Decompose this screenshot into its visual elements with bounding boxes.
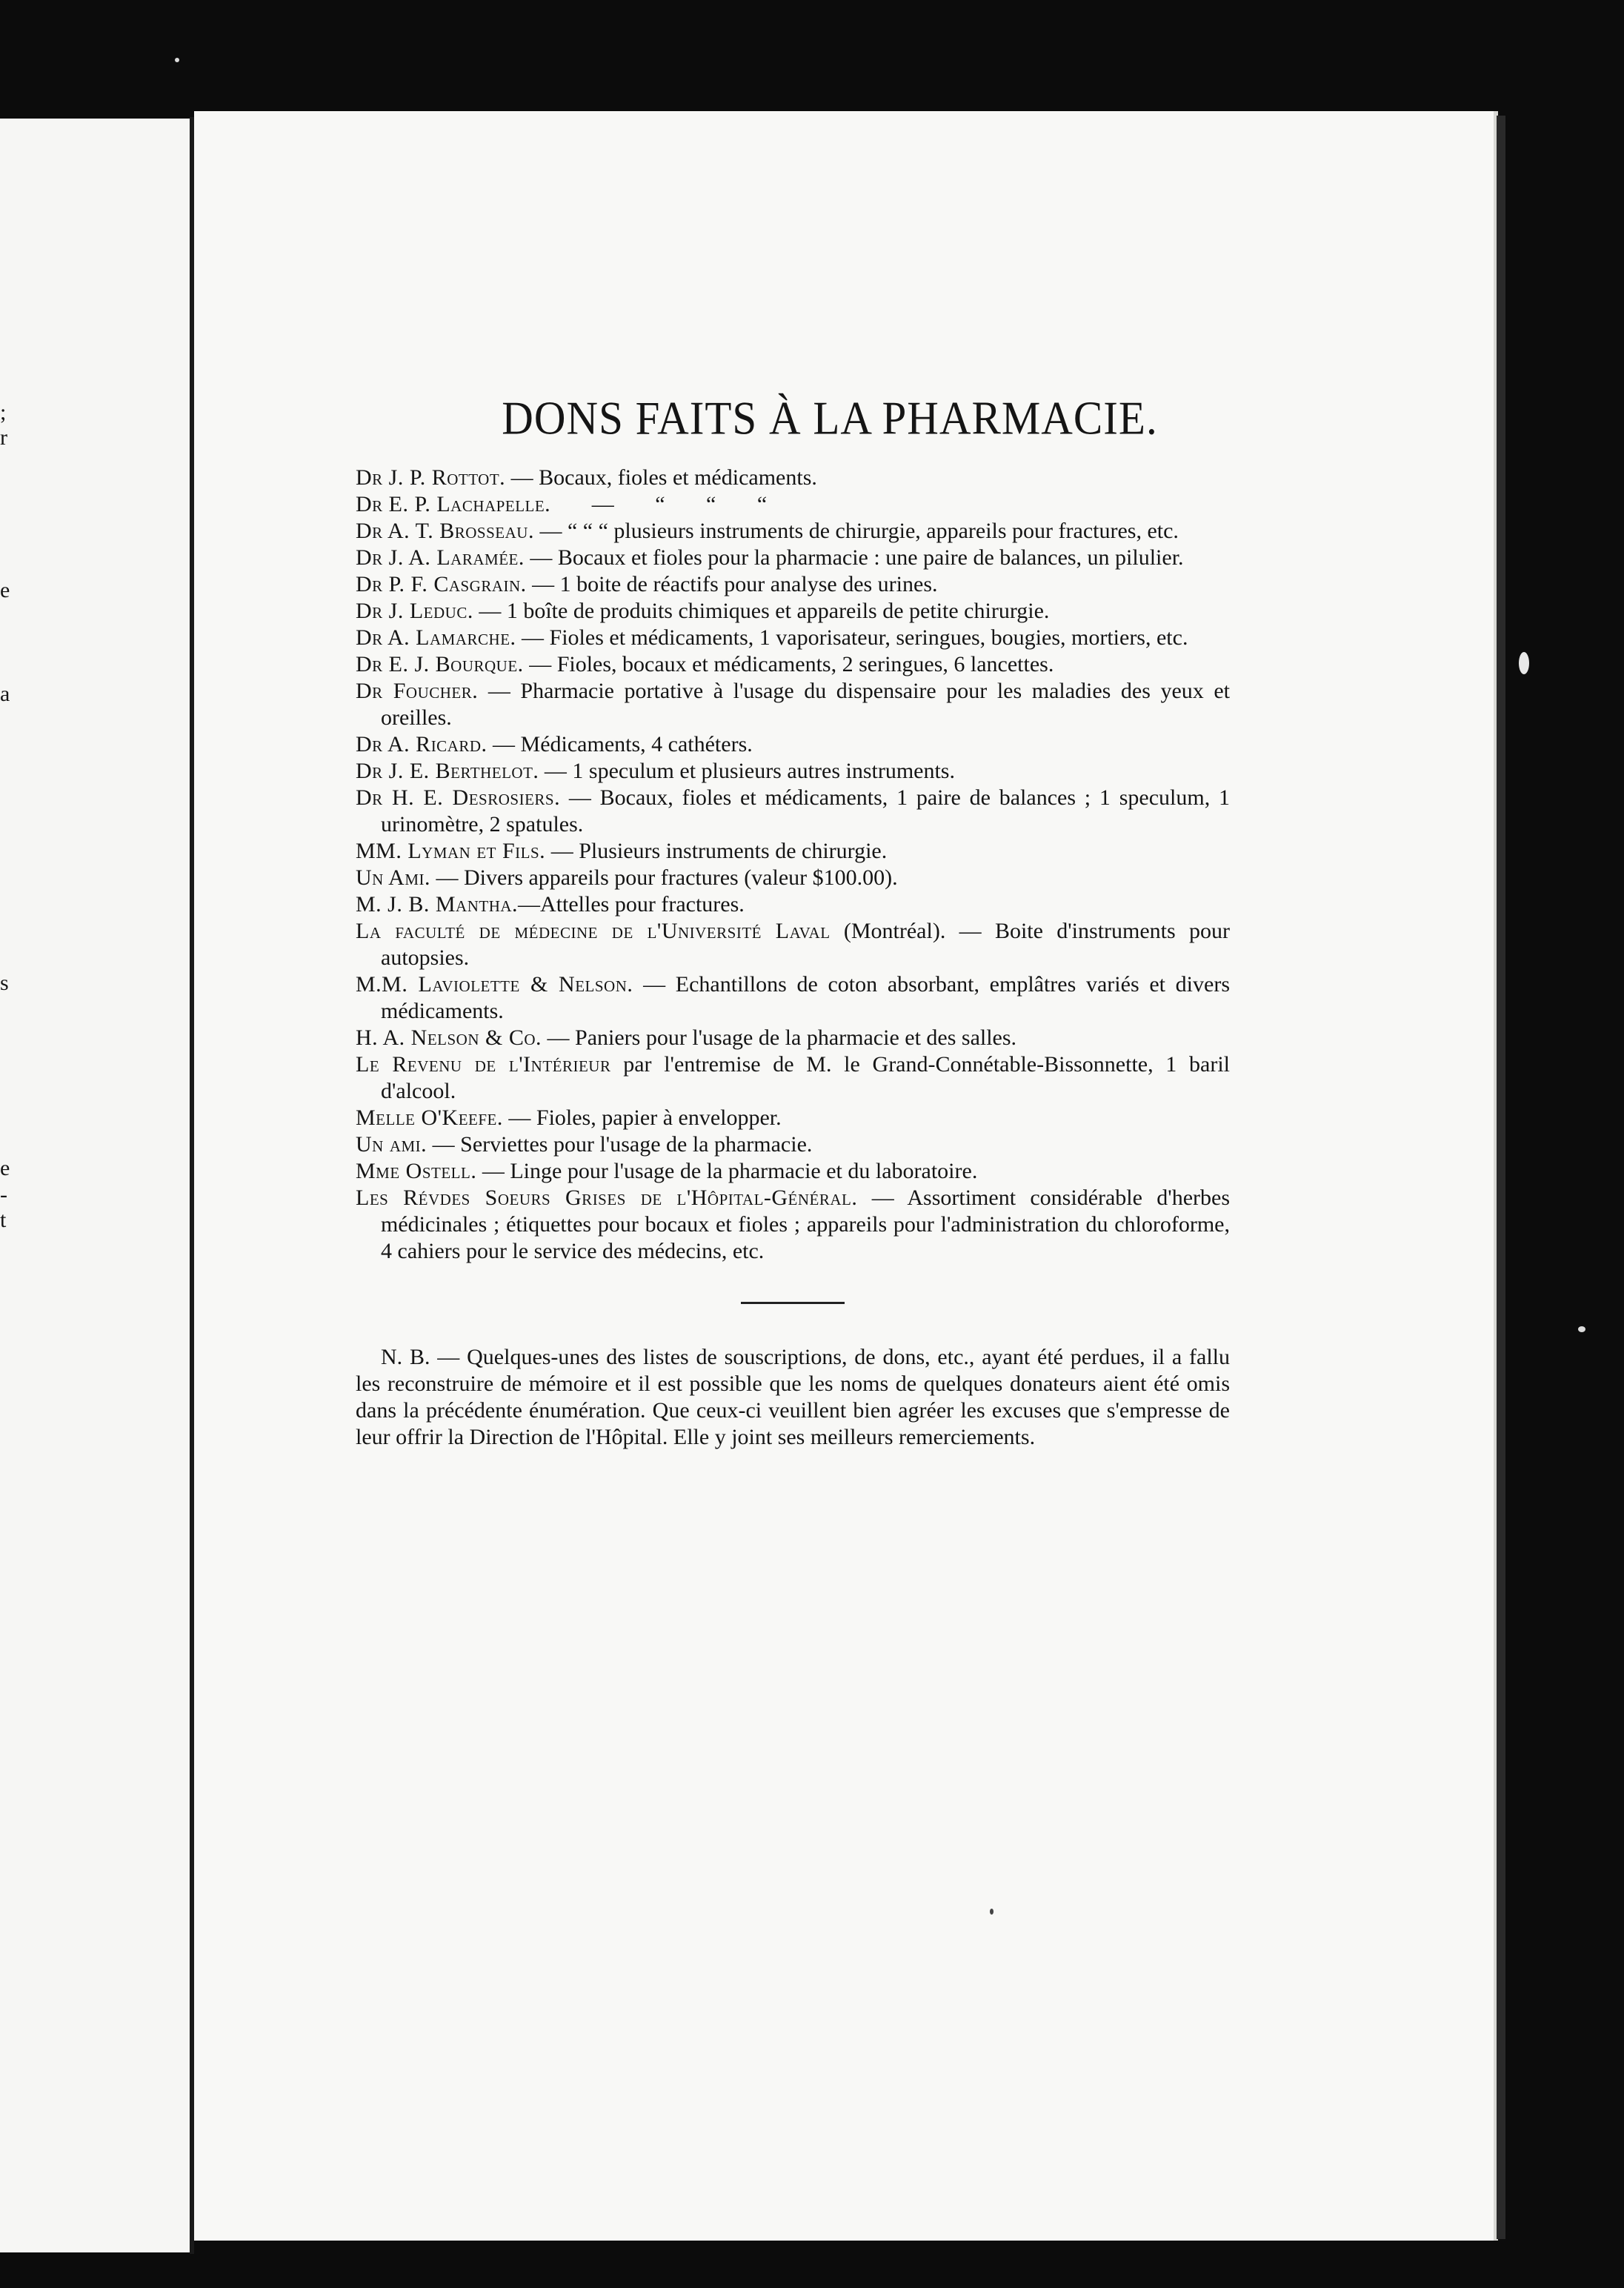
donation-text: — Paniers pour l'usage de la pharmacie et des salles. <box>542 1025 1017 1050</box>
donation-entry <box>356 491 1230 518</box>
donation-text: — “ “ “ <box>550 492 768 516</box>
fragment: t <box>0 1208 7 1232</box>
page-edge <box>1497 116 1505 2239</box>
page-title: DONS FAITS À LA PHARMACIE. <box>502 391 1158 445</box>
donation-text: — Bocaux et fioles pour la pharmacie : une paire de balances, un pilulier. <box>524 545 1184 570</box>
donor-name: Dr E. J. Bourque. <box>356 652 524 676</box>
donation-entry <box>356 678 1230 731</box>
donor-name: Un ami. <box>356 1132 427 1157</box>
donation-entry <box>356 518 1230 545</box>
donation-entry <box>356 1105 1230 1131</box>
donation-entry <box>356 571 1230 598</box>
donor-name: Les Révdes Soeurs Grises de l'Hôpital-Général. <box>356 1185 858 1210</box>
donor-name: Dr H. E. Desrosiers. <box>356 785 561 810</box>
donation-text: — Linge pour l'usage de la pharmacie et du laboratoire. <box>476 1159 978 1183</box>
nota-bene-paragraph: N. B. — Quelques-unes des listes de souscriptions, de dons, etc., ayant été perdues, il a fallu les reconstruire de mémoire et il est possible que les noms de quelques donateurs aient été omis dans la précédente énumération. Que ceux-ci veuillent bien agréer les excuses que s'empresse de leur offrir la Direction de l'Hôpital. Elle y joint ses meilleurs remerciements. <box>356 1345 1230 1449</box>
donor-name: Le Revenu de l'Intérieur <box>356 1052 611 1077</box>
donor-name: Un Ami. <box>356 865 431 890</box>
donation-text: — Médicaments, 4 cathéters. <box>487 732 753 756</box>
donor-name: La faculté de médecine de l'Université Laval <box>356 919 831 943</box>
donation-entry <box>356 1158 1230 1185</box>
donation-entry <box>356 1185 1230 1265</box>
donation-entry <box>356 1051 1230 1105</box>
donor-name: Dr Foucher. <box>356 679 479 703</box>
donor-name: Dr A. Ricard. <box>356 732 487 756</box>
donor-name: Dr A. T. Brosseau. <box>356 519 534 543</box>
section-divider <box>741 1302 845 1304</box>
donation-entry <box>356 731 1230 758</box>
donation-entry <box>356 865 1230 891</box>
donations-list <box>356 465 1230 1265</box>
left-page-text-fragments <box>0 119 22 2252</box>
donor-name: Dr J. A. Laramée. <box>356 545 525 570</box>
donor-name: MM. Lyman et Fils. <box>356 839 546 863</box>
donation-text: — 1 speculum et plusieurs autres instruments. <box>539 759 955 783</box>
fragment: s <box>0 971 9 995</box>
donation-text: — Bocaux, fioles et médicaments, 1 paire de balances ; 1 speculum, 1 urinomètre, 2 spatules. <box>381 785 1230 837</box>
donation-entry <box>356 891 1230 918</box>
donation-text: — 1 boîte de produits chimiques et appareils de petite chirurgie. <box>473 599 1050 623</box>
donation-text: — Pharmacie portative à l'usage du dispensaire pour les maladies des yeux et oreilles. <box>381 679 1230 730</box>
fragment: - <box>0 1183 7 1207</box>
fragment: a <box>0 682 10 706</box>
donor-name: M.M. Laviolette & Nelson. <box>356 972 633 997</box>
donation-text: —Attelles pour fractures. <box>518 892 745 917</box>
donation-text: — Fioles, bocaux et médicaments, 2 seringues, 6 lancettes. <box>523 652 1054 676</box>
donor-name: Mme Ostell. <box>356 1159 477 1183</box>
donor-name: H. A. Nelson & Co. <box>356 1025 542 1050</box>
donation-entry <box>356 545 1230 571</box>
donor-name: Dr E. P. Lachapelle. <box>356 492 551 516</box>
donation-text: par l'entremise de M. le Grand-Connétable-Bissonnette, 1 baril d'alcool. <box>381 1052 1230 1103</box>
donation-text: — Echantillons de coton absorbant, emplâtres variés et divers médicaments. <box>381 972 1230 1023</box>
donation-text: — Serviettes pour l'usage de la pharmacie. <box>427 1132 813 1157</box>
donation-entry <box>356 465 1230 491</box>
donation-text: — Assortiment considérable d'herbes médicinales ; étiquettes pour bocaux et fioles ; appareils pour l'administration du chloroforme, 4 cahiers pour le service des médecins, etc. <box>381 1185 1230 1263</box>
donation-entry <box>356 971 1230 1025</box>
donation-text: — Plusieurs instruments de chirurgie. <box>545 839 888 863</box>
donation-entry <box>356 838 1230 865</box>
donation-text: — Fioles et médicaments, 1 vaporisateur, seringues, bougies, mortiers, etc. <box>516 625 1188 650</box>
donation-text: — Divers appareils pour fractures (valeur $100.00). <box>430 865 898 890</box>
fragment: ; <box>0 400 7 425</box>
donor-name: Dr J. Leduc. <box>356 599 473 623</box>
donation-entry <box>356 785 1230 838</box>
donor-name: Dr J. P. Rottot. <box>356 465 506 490</box>
scan-speck <box>1519 652 1529 674</box>
donor-name: M. J. B. Mantha. <box>356 892 519 917</box>
donor-name: Dr A. Lamarche. <box>356 625 516 650</box>
donation-text: — Fioles, papier à envelopper. <box>502 1105 782 1130</box>
fragment: e <box>0 1156 10 1180</box>
donation-entry <box>356 918 1230 971</box>
donor-name: Dr P. F. Casgrain. <box>356 572 527 596</box>
scan-speck <box>1578 1326 1585 1332</box>
fragment: e <box>0 578 10 602</box>
donation-text: — 1 boite de réactifs pour analyse des urines. <box>526 572 938 596</box>
donation-text: — “ “ “ plusieurs instruments de chirurgie, appareils pour fractures, etc. <box>533 519 1179 543</box>
donation-text: (Montréal). — Boite d'instruments pour autopsies. <box>381 919 1230 970</box>
scan-speck <box>175 58 179 62</box>
page-content <box>356 393 1230 1451</box>
donation-text: — Bocaux, fioles et médicaments. <box>505 465 817 490</box>
donation-entry <box>356 651 1230 678</box>
scan-speck <box>990 1909 994 1915</box>
donor-name: Melle O'Keefe. <box>356 1105 503 1130</box>
fragment: r <box>0 425 7 450</box>
donation-entry <box>356 1131 1230 1158</box>
donation-entry <box>356 598 1230 625</box>
donation-entry <box>356 625 1230 651</box>
donation-entry <box>356 1025 1230 1051</box>
left-page <box>0 119 191 2252</box>
donation-entry <box>356 758 1230 785</box>
donor-name: Dr J. E. Berthelot. <box>356 759 539 783</box>
